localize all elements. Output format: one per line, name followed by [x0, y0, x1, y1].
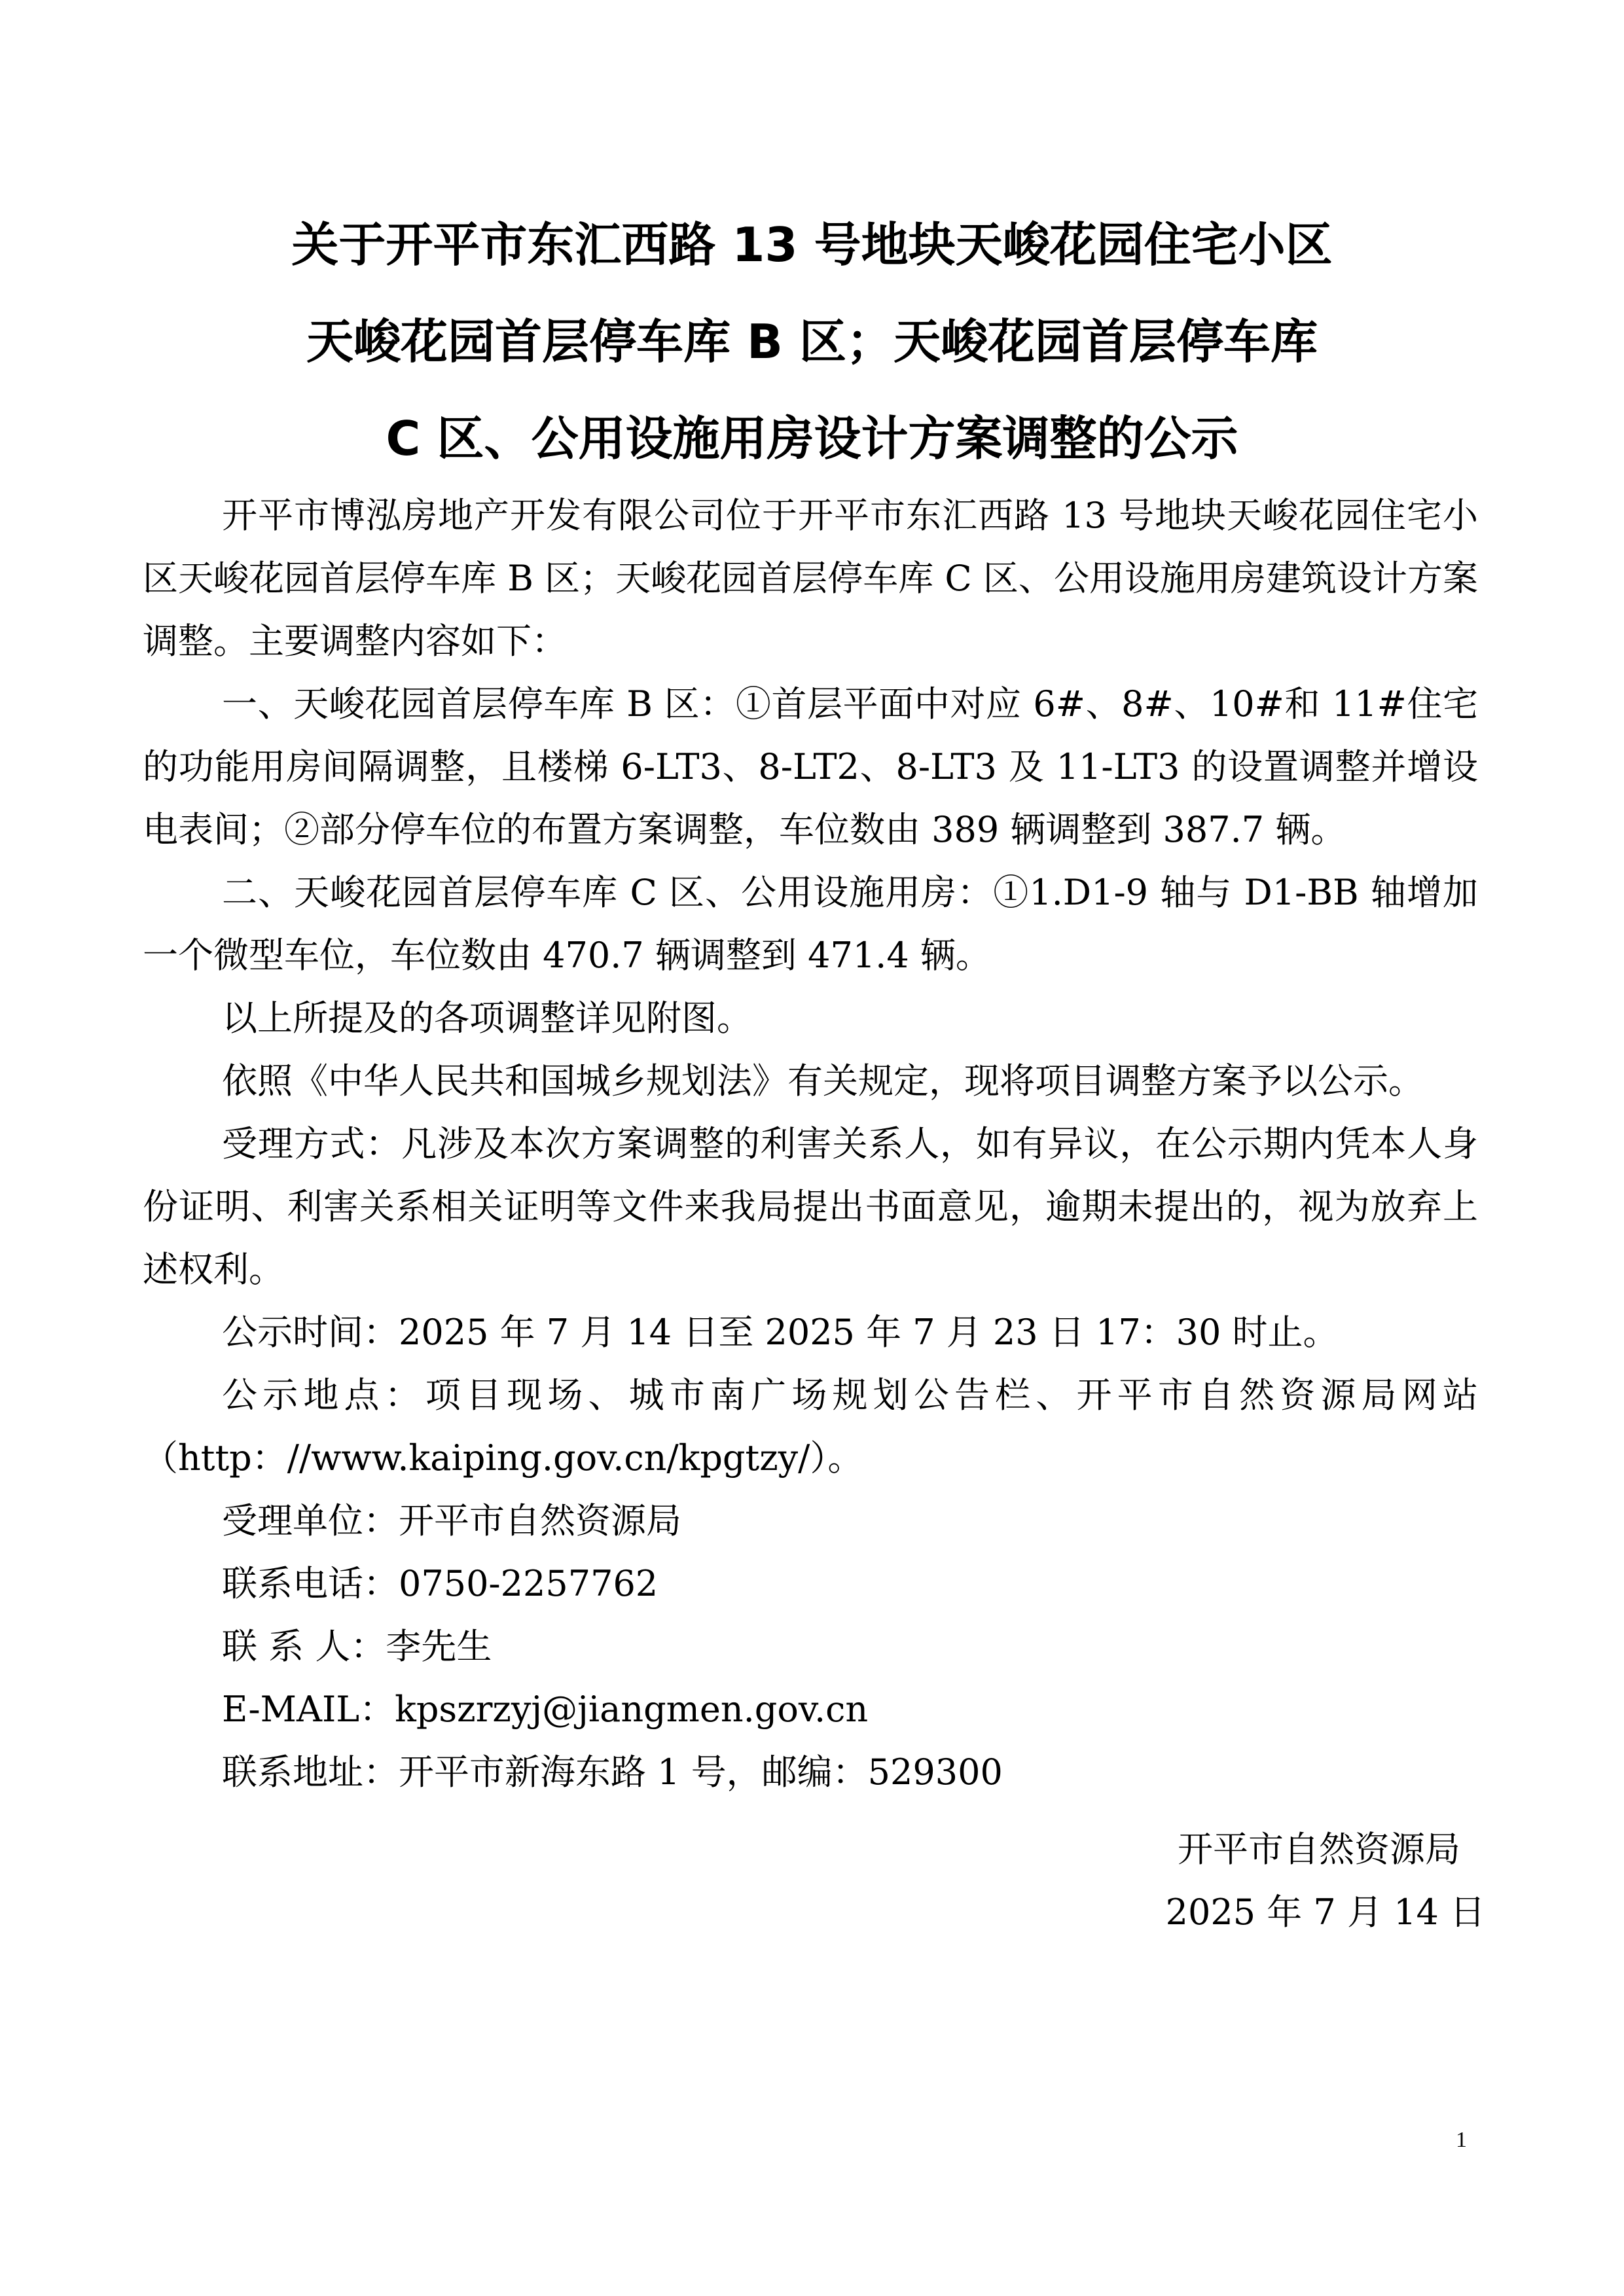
paragraph-legal-basis: 依照《中华人民共和国城乡规划法》有关规定，现将项目调整方案予以公示。 [222, 1060, 1424, 1102]
title-line-1: 关于开平市东汇西路 13 号地块天峻花园住宅小区 [291, 217, 1333, 272]
paragraph-intro: 开平市博泓房地产开发有限公司位于开平市东汇西路 13 号地块天峻花园住宅小区天峻花园首层停车库 B 区；天峻花园首层停车库 C 区、公用设施用房建筑设计方案调整。主要调整内容如下： [143, 495, 1478, 662]
paragraph-attachment-note: 以上所提及的各项调整详见附图。 [222, 997, 752, 1039]
document-body [143, 484, 1478, 1804]
paragraph-contact-phone: 联系电话：0750-2257762 [222, 1563, 659, 1604]
paragraph-contact-person: 联 系 人：李先生 [222, 1626, 492, 1667]
paragraph-accepting-unit: 受理单位：开平市自然资源局 [222, 1500, 681, 1541]
signature-organization: 开平市自然资源局 [1178, 1829, 1460, 1870]
paragraph-adjustment-b: 一、天峻花园首层停车库 B 区：①首层平面中对应 6#、8#、10#和 11#住宅的功能用房间隔调整，且楼梯 6-LT3、8-LT2、8-LT3 及 11-LT3 的设置调整并增设电表间；②部分停车位的布置方案调整，车位数由 389 辆调整到 387.7 辆。 [143, 683, 1478, 850]
paragraph-publicity-location: 公示地点：项目现场、城市南广场规划公告栏、开平市自然资源局网站（http：//www.kaiping.gov.cn/kpgtzy/）。 [143, 1374, 1478, 1479]
signature-date: 2025 年 7 月 14 日 [1165, 1892, 1485, 1933]
page-number: 1 [1456, 2128, 1467, 2152]
paragraph-adjustment-c: 二、天峻花园首层停车库 C 区、公用设施用房：①1.D1-9 轴与 D1-BB 轴增加一个微型车位，车位数由 470.7 辆调整到 471.4 辆。 [143, 872, 1478, 976]
paragraph-acceptance-method: 受理方式：凡涉及本次方案调整的利害关系人，如有异议，在公示期内凭本人身份证明、利害关系相关证明等文件来我局提出书面意见，逾期未提出的，视为放弃上述权利。 [143, 1123, 1478, 1290]
signature-block [1165, 1818, 1485, 1944]
paragraph-publicity-period: 公示时间：2025 年 7 月 14 日至 2025 年 7 月 23 日 17：30 时止。 [222, 1312, 1339, 1353]
document-title [0, 196, 1624, 487]
title-line-2: 天峻花园首层停车库 B 区；天峻花园首层停车库 [306, 314, 1318, 369]
paragraph-email: E-MAIL：kpszrzyj@jiangmen.gov.cn [222, 1689, 869, 1730]
paragraph-contact-address: 联系地址：开平市新海东路 1 号，邮编：529300 [222, 1751, 1003, 1793]
title-line-3: C 区、公用设施用房设计方案调整的公示 [386, 411, 1238, 466]
